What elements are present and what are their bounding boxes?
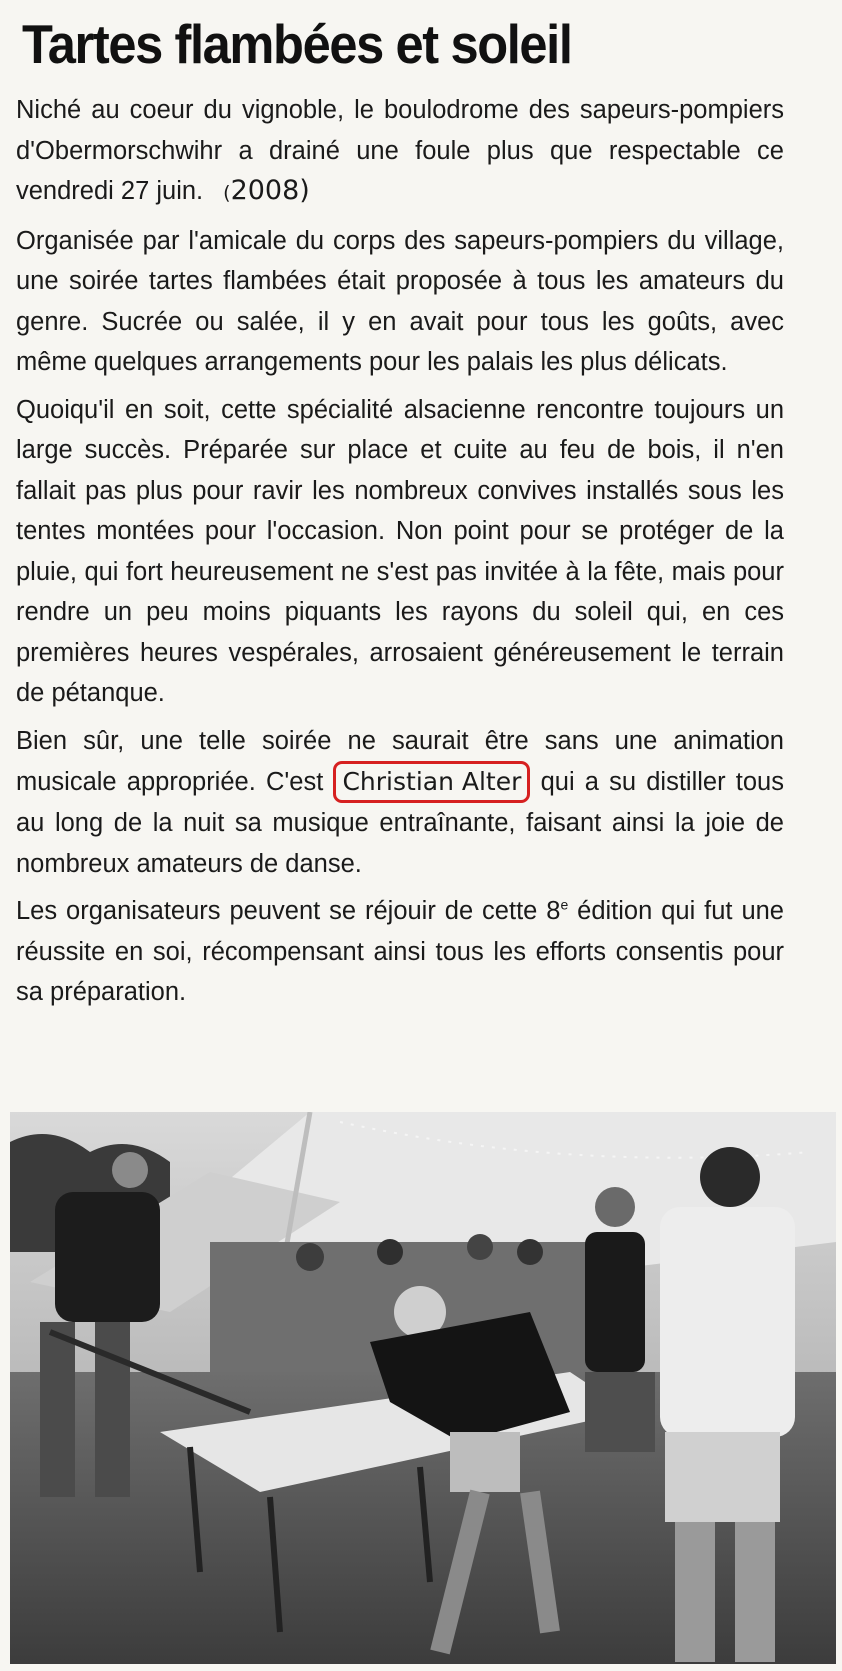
- paragraph-1-text: Niché au coeur du vignoble, le boulodrome des sapeurs-pompiers d'Obermorschwihr a drainé une foule plus que respectable ce vendredi 27 juin.: [16, 96, 784, 205]
- year-value: 2008): [230, 175, 310, 206]
- person-far-right-leg: [735, 1522, 775, 1662]
- paragraph-1: [16, 90, 784, 214]
- year-open-paren: (: [223, 182, 231, 204]
- person-far-right-head: [700, 1147, 760, 1207]
- highlighted-name: Christian Alter: [333, 761, 530, 803]
- person-left-head: [112, 1152, 148, 1188]
- paragraph-4-before: Bien sûr, une telle soirée ne saurait être sans une animation musicale appropriée. C'est: [16, 726, 784, 796]
- person-far-right-leg: [675, 1522, 715, 1662]
- article-title: Tartes flambées et soleil: [22, 13, 572, 75]
- photo-illustration: [10, 1112, 836, 1664]
- crowd-person-head: [517, 1239, 543, 1265]
- ordinal-suffix: e: [560, 896, 569, 913]
- person-far-right-shorts: [665, 1432, 780, 1522]
- year-annotation: [223, 175, 310, 206]
- crowd-person-head: [296, 1243, 324, 1271]
- paragraph-5: [16, 891, 784, 1013]
- paragraph-5-after: édition qui fut une réussite en soi, récompensant ainsi tous les efforts consentis pour sa préparation.: [16, 897, 784, 1006]
- paragraph-3: Quoiqu'il en soit, cette spécialité alsacienne rencontre toujours un large succès. Préparée sur place et cuite au feu de bois, il n'en fallait pas plus pour ravir les nombreux convives installés sous les tentes montées pour l'occasion. Non point pour se protéger de la pluie, qui fort heureusement ne s'est pas invitée à la fête, mais pour rendre un peu moins piquants les rayons du soleil qui, en ces premières heures vespérales, arrosaient généreusement le terrain de pétanque.: [16, 395, 784, 707]
- crowd-person-head: [377, 1239, 403, 1265]
- person-right-head: [595, 1187, 635, 1227]
- person-center-shorts: [450, 1432, 520, 1492]
- person-far-right-shirt: [660, 1207, 795, 1437]
- person-right-shirt: [585, 1232, 645, 1372]
- event-photo: [10, 1112, 836, 1664]
- person-right-shorts: [585, 1372, 655, 1452]
- paragraph-4-after: qui a su distiller tous au long de la nuit sa musique entraînante, faisant ainsi la joie de nombreux amateurs de danse.: [16, 768, 784, 878]
- paragraph-2: Organisée par l'amicale du corps des sapeurs-pompiers du village, une soirée tartes flambées était proposée à tous les amateurs du genre. Sucrée ou salée, il y en avait pour tous les goûts, avec même quelques arrangements pour les palais les plus délicats.: [16, 226, 784, 376]
- person-left-leg: [95, 1322, 130, 1497]
- crowd-person-head: [467, 1234, 493, 1260]
- paragraph-5-before: Les organisateurs peuvent se réjouir de cette 8: [16, 897, 561, 925]
- person-left-leg: [40, 1322, 75, 1497]
- article-body: [16, 90, 784, 1020]
- paragraph-4: [16, 721, 784, 885]
- person-left-shirt: [55, 1192, 160, 1322]
